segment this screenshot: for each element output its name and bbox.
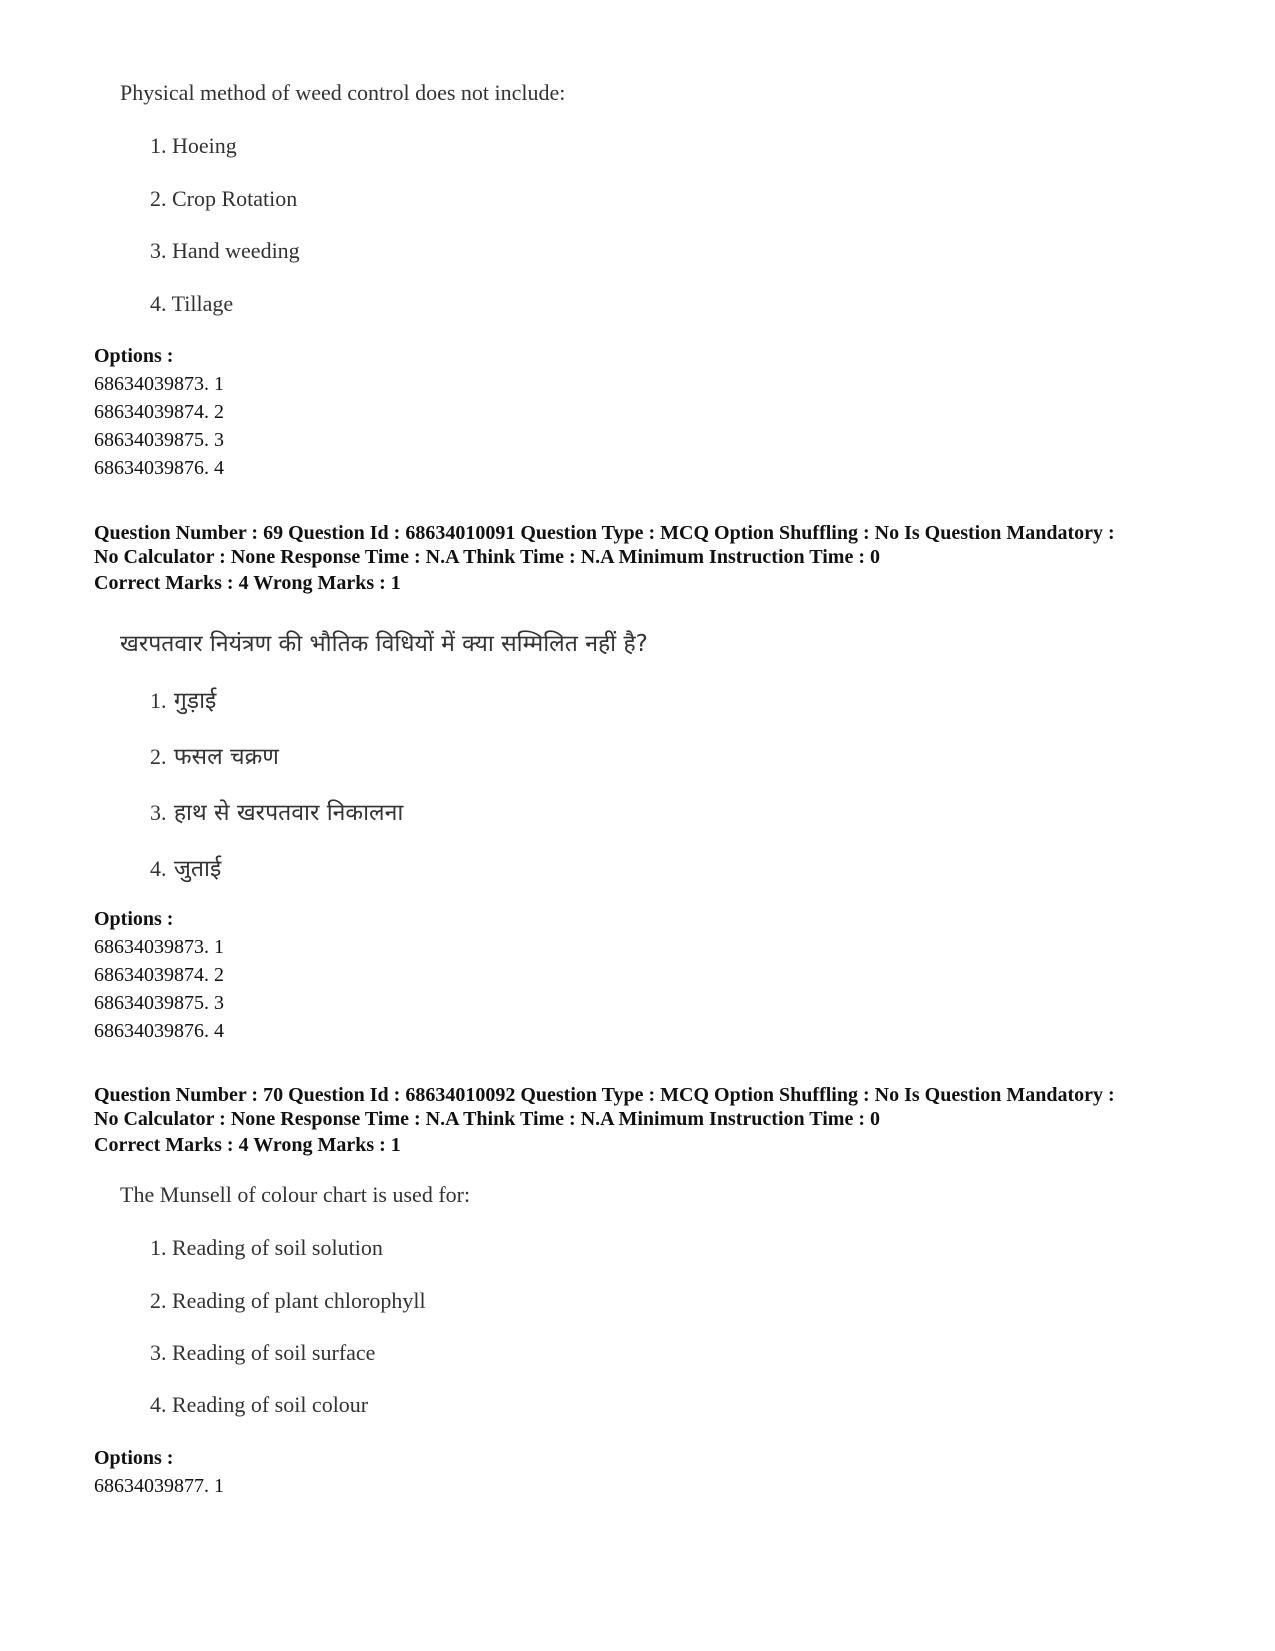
choice-text: फसल चक्रण	[173, 744, 279, 770]
choice-item: 3. Hand weeding	[150, 238, 300, 263]
option-line: 68634039875. 3	[94, 992, 224, 1014]
choice-item	[150, 683, 216, 715]
choice-item: 2. Crop Rotation	[150, 186, 298, 211]
question-meta	[94, 1083, 1214, 1131]
choice-item	[150, 851, 221, 883]
choice-number: 2.	[150, 744, 167, 769]
choice-item: 1. Reading of soil solution	[150, 1235, 383, 1260]
option-line: 68634039874. 2	[94, 401, 224, 423]
choice-text: जुताई	[173, 856, 222, 882]
choice-text: हाथ से खरपतवार निकालना	[173, 800, 404, 826]
option-line: 68634039874. 2	[94, 964, 224, 986]
choice-item: 3. Reading of soil surface	[150, 1340, 376, 1365]
option-line: 68634039877. 1	[94, 1475, 224, 1497]
options-label: Options :	[94, 1447, 174, 1469]
choice-number: 1.	[150, 688, 167, 713]
question-meta	[94, 521, 1214, 569]
choice-item: 4. Reading of soil colour	[150, 1392, 369, 1417]
option-line: 68634039876. 4	[94, 1020, 224, 1042]
question-text: खरपतवार नियंत्रण की भौतिक विधियों में क्या सम्मिलित नहीं है?	[120, 631, 648, 657]
choice-item	[150, 795, 403, 827]
question-text: The Munsell of colour chart is used for:	[120, 1182, 471, 1207]
question-text: Physical method of weed control does not include:	[120, 80, 566, 105]
question-marks: Correct Marks : 4 Wrong Marks : 1	[94, 1134, 401, 1156]
choice-item: 2. Reading of plant chlorophyll	[150, 1288, 426, 1313]
options-label: Options :	[94, 908, 174, 930]
question-meta-line-1: Question Number : 69 Question Id : 68634010091 Question Type : MCQ Option Shuffling : No Is Question Mandatory :	[94, 522, 1115, 544]
question-meta-line-1: Question Number : 70 Question Id : 68634010092 Question Type : MCQ Option Shuffling : No Is Question Mandatory :	[94, 1084, 1115, 1106]
choice-item	[150, 739, 279, 771]
choice-text: गुड़ाई	[173, 688, 217, 714]
choice-item: 4. Tillage	[150, 291, 234, 316]
question-meta-line-2: No Calculator : None Response Time : N.A Think Time : N.A Minimum Instruction Time : 0	[94, 546, 880, 568]
choice-number: 3.	[150, 800, 167, 825]
choice-number: 4.	[150, 856, 167, 881]
option-line: 68634039873. 1	[94, 936, 224, 958]
question-meta-line-2: No Calculator : None Response Time : N.A Think Time : N.A Minimum Instruction Time : 0	[94, 1108, 880, 1130]
options-label: Options :	[94, 345, 174, 367]
option-line: 68634039876. 4	[94, 457, 224, 479]
option-line: 68634039875. 3	[94, 429, 224, 451]
choice-item: 1. Hoeing	[150, 133, 237, 158]
question-marks: Correct Marks : 4 Wrong Marks : 1	[94, 572, 401, 594]
option-line: 68634039873. 1	[94, 373, 224, 395]
